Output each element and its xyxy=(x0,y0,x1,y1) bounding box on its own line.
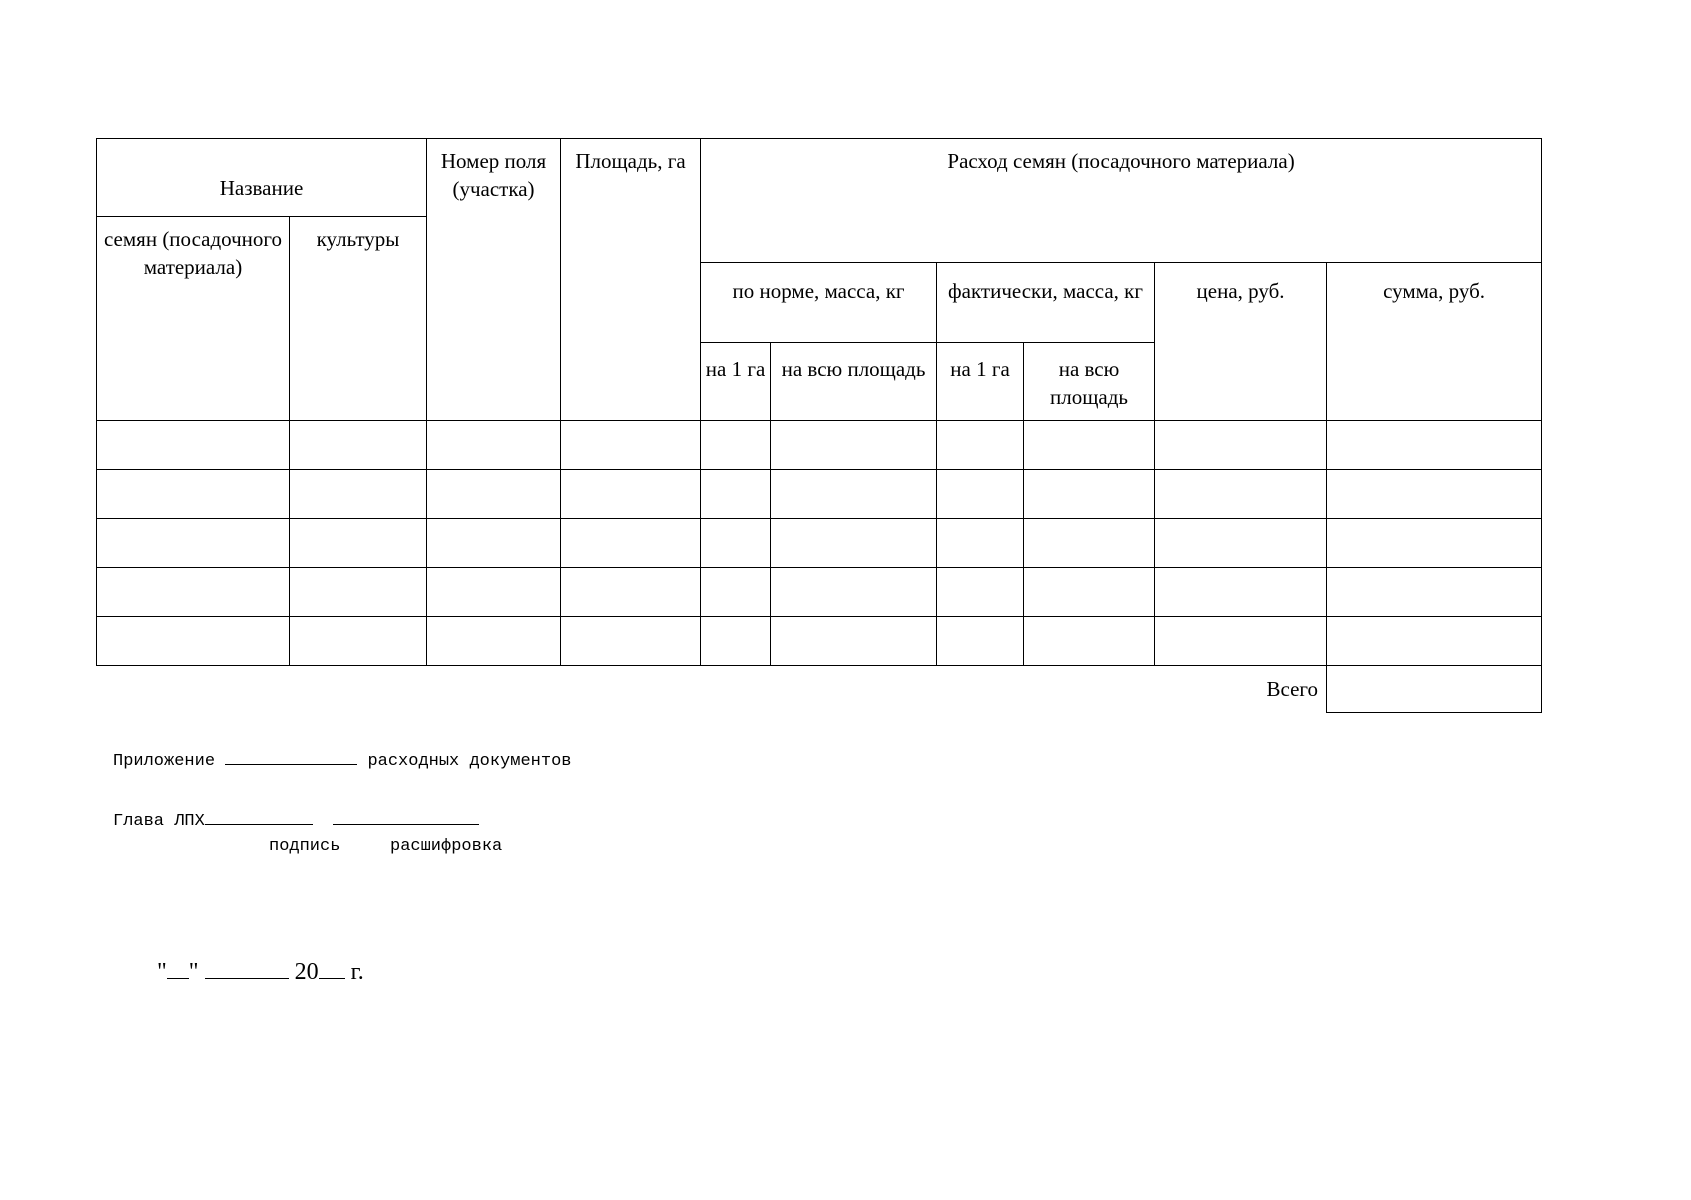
table-cell[interactable] xyxy=(427,617,561,666)
table-cell[interactable] xyxy=(701,617,771,666)
table-cell[interactable] xyxy=(97,470,290,519)
table-cell[interactable] xyxy=(1155,421,1327,470)
table-cell[interactable] xyxy=(701,568,771,617)
table-cell[interactable] xyxy=(771,421,937,470)
table-cell[interactable] xyxy=(290,421,427,470)
table-cell[interactable] xyxy=(1024,519,1155,568)
table-cell[interactable] xyxy=(1155,470,1327,519)
table-cell[interactable] xyxy=(97,421,290,470)
table-row xyxy=(97,470,1542,519)
field-number-header: Номер поля (участка) xyxy=(427,139,561,421)
year-field[interactable] xyxy=(319,958,345,979)
table-cell[interactable] xyxy=(771,470,937,519)
actual-mass-header: фактически, масса, кг xyxy=(937,263,1155,343)
norm-total-area-header: на всю площадь xyxy=(771,343,937,421)
date-quote-close: " xyxy=(188,959,199,985)
month-field[interactable] xyxy=(205,958,289,979)
table-cell[interactable] xyxy=(427,519,561,568)
table-cell[interactable] xyxy=(97,617,290,666)
total-sum-cell[interactable] xyxy=(1327,666,1542,713)
table-cell[interactable] xyxy=(561,568,701,617)
seed-consumption-table xyxy=(96,138,1542,713)
table-cell[interactable] xyxy=(1155,568,1327,617)
signature-caption: подпись xyxy=(269,837,341,856)
table-cell[interactable] xyxy=(290,519,427,568)
table-cell[interactable] xyxy=(1155,519,1327,568)
table-cell[interactable] xyxy=(427,568,561,617)
table-row xyxy=(97,421,1542,470)
name-header: Название xyxy=(97,139,427,217)
table-cell[interactable] xyxy=(561,617,701,666)
header-row-1 xyxy=(97,139,1542,217)
price-header: цена, руб. xyxy=(1155,263,1327,421)
date-quote-open: " xyxy=(157,959,167,985)
date-year-suffix: г. xyxy=(350,959,364,985)
table-cell[interactable] xyxy=(937,519,1024,568)
table-cell[interactable] xyxy=(701,421,771,470)
decode-field[interactable] xyxy=(333,808,479,825)
table-cell[interactable] xyxy=(937,421,1024,470)
table-cell[interactable] xyxy=(561,421,701,470)
norm-mass-header: по норме, масса, кг xyxy=(701,263,937,343)
sum-header: сумма, руб. xyxy=(1327,263,1542,421)
table-row xyxy=(97,519,1542,568)
table-cell[interactable] xyxy=(1024,617,1155,666)
table-cell[interactable] xyxy=(937,568,1024,617)
area-header: Площадь, га xyxy=(561,139,701,421)
attachment-prefix: Приложение xyxy=(113,752,216,771)
norm-per-ha-header: на 1 га xyxy=(701,343,771,421)
table-cell[interactable] xyxy=(1024,470,1155,519)
table-cell[interactable] xyxy=(771,519,937,568)
table-row xyxy=(97,568,1542,617)
table-cell[interactable] xyxy=(290,470,427,519)
table-cell[interactable] xyxy=(561,470,701,519)
table-cell[interactable] xyxy=(771,617,937,666)
date-year-prefix: 20 xyxy=(294,959,319,985)
table-cell[interactable] xyxy=(937,470,1024,519)
culture-header: культуры xyxy=(290,217,427,421)
table-cell[interactable] xyxy=(1327,617,1542,666)
table-cell[interactable] xyxy=(1024,421,1155,470)
table-cell[interactable] xyxy=(97,519,290,568)
table-cell[interactable] xyxy=(937,617,1024,666)
table-row xyxy=(97,617,1542,666)
table-cell[interactable] xyxy=(427,421,561,470)
actual-per-ha-header: на 1 га xyxy=(937,343,1024,421)
consumption-header: Расход семян (посадочного материала) xyxy=(701,139,1542,263)
head-signature-line xyxy=(113,808,479,831)
signature-field[interactable] xyxy=(205,808,313,825)
day-field[interactable] xyxy=(167,958,189,979)
head-label: Глава ЛПХ xyxy=(113,812,205,831)
table-cell[interactable] xyxy=(771,568,937,617)
actual-total-area-header: на всю площадь xyxy=(1024,343,1155,421)
table-cell[interactable] xyxy=(97,568,290,617)
attachment-suffix: расходных документов xyxy=(367,752,572,771)
table-cell[interactable] xyxy=(1327,421,1542,470)
table-cell[interactable] xyxy=(1024,568,1155,617)
decode-caption: расшифровка xyxy=(390,837,503,856)
attachment-line xyxy=(113,748,571,771)
table-cell[interactable] xyxy=(701,519,771,568)
seeds-header: семян (посадочного материала) xyxy=(97,217,290,421)
table-cell[interactable] xyxy=(1155,617,1327,666)
attachment-count-field[interactable] xyxy=(225,748,357,765)
table-cell[interactable] xyxy=(701,470,771,519)
table-cell[interactable] xyxy=(1327,568,1542,617)
total-row xyxy=(97,666,1542,713)
table-cell[interactable] xyxy=(1327,470,1542,519)
date-line xyxy=(157,958,364,986)
table-cell[interactable] xyxy=(1327,519,1542,568)
table-cell[interactable] xyxy=(290,617,427,666)
table-cell[interactable] xyxy=(427,470,561,519)
table-cell[interactable] xyxy=(561,519,701,568)
total-label: Всего xyxy=(1266,677,1319,702)
table-cell[interactable] xyxy=(290,568,427,617)
